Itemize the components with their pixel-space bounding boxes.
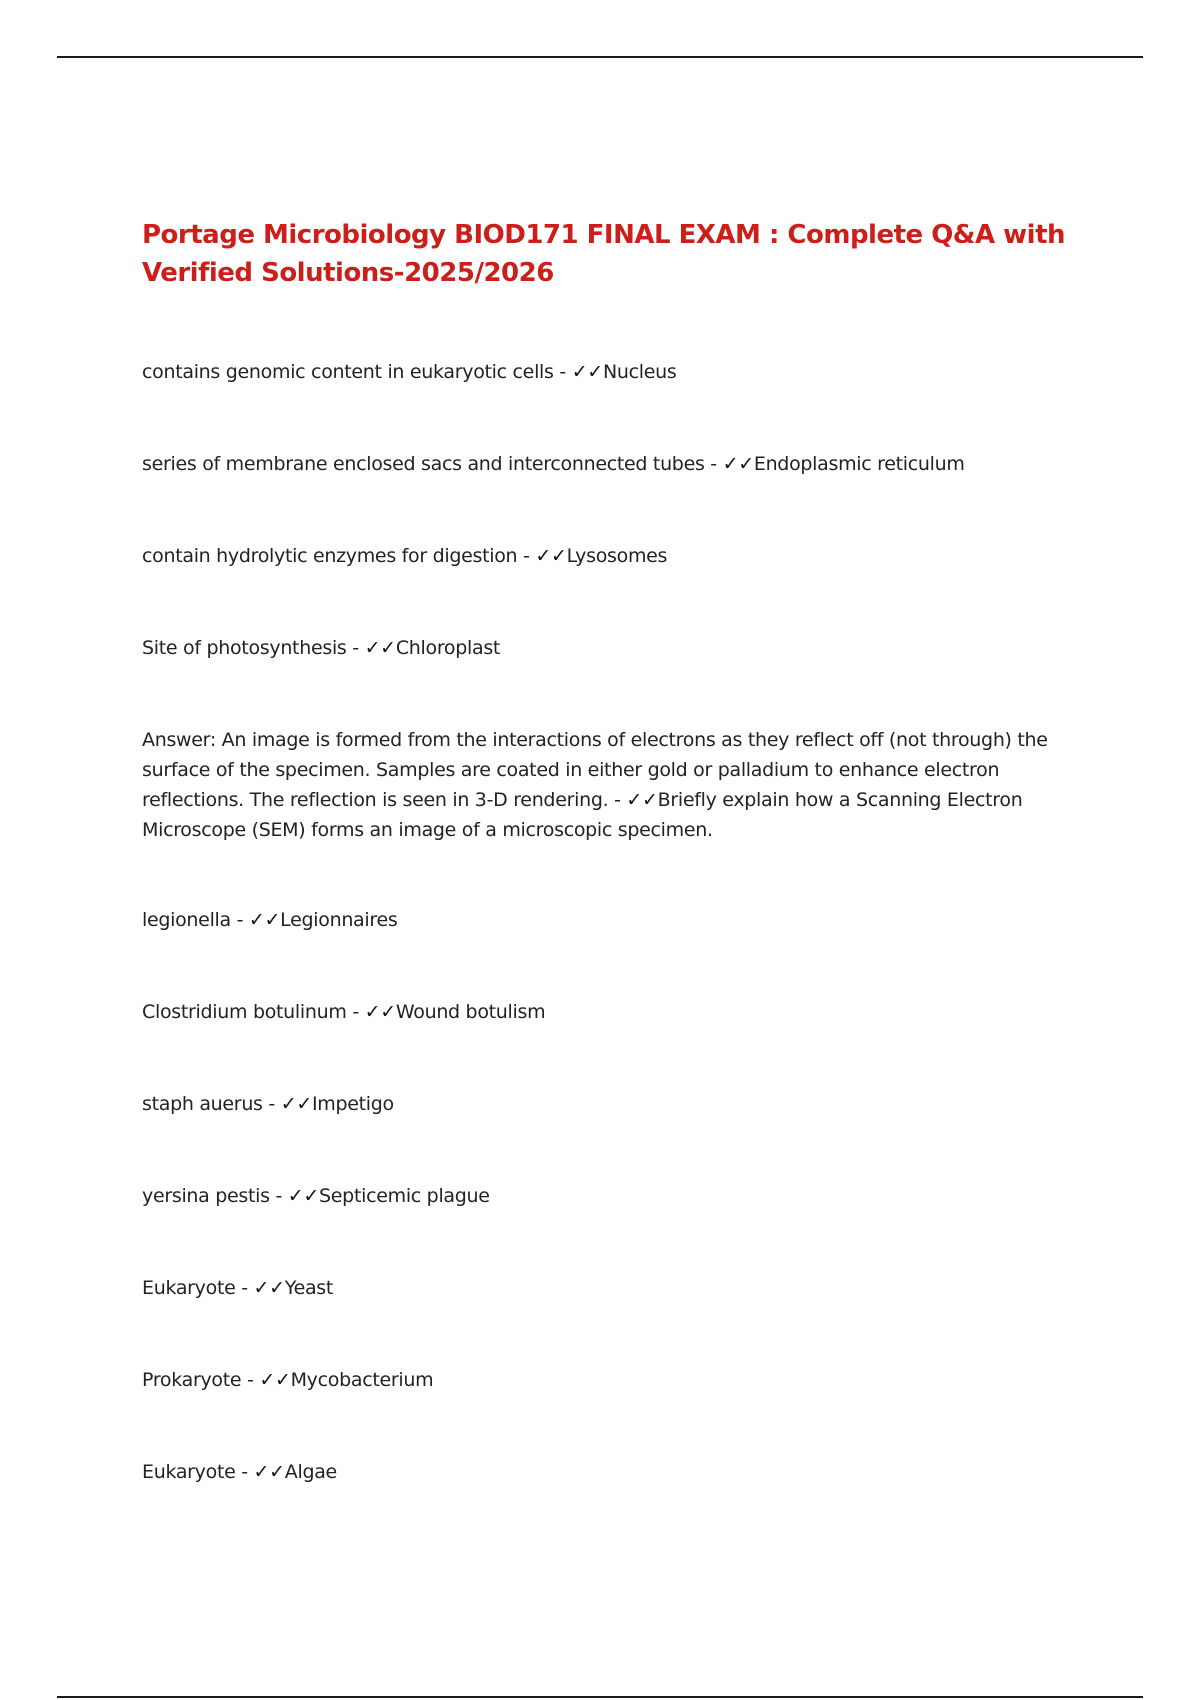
qa-term: contain hydrolytic enzymes for digestion bbox=[142, 545, 518, 567]
qa-term: Clostridium botulinum bbox=[142, 1001, 347, 1023]
qa-answer: Yeast bbox=[284, 1277, 334, 1299]
qa-item bbox=[142, 905, 1072, 935]
qa-term: Eukaryote bbox=[142, 1461, 236, 1483]
qa-answer: Mycobacterium bbox=[290, 1369, 434, 1391]
qa-separator: - bbox=[269, 1185, 288, 1207]
qa-separator: - bbox=[517, 545, 536, 567]
qa-answer: Briefly explain how a Scanning Electron Microscope (SEM) forms an image of a microscopic specimen. bbox=[142, 789, 1023, 841]
qa-separator: - bbox=[553, 361, 572, 383]
qa-answer: Chloroplast bbox=[395, 637, 501, 659]
double-check-icon: ✓✓ bbox=[626, 789, 658, 811]
double-check-icon: ✓✓ bbox=[535, 545, 567, 567]
qa-separator: - bbox=[230, 909, 249, 931]
qa-term: legionella bbox=[142, 909, 231, 931]
qa-separator: - bbox=[346, 1001, 365, 1023]
double-check-icon: ✓✓ bbox=[248, 909, 281, 931]
qa-separator: - bbox=[704, 453, 723, 475]
qa-term: series of membrane enclosed sacs and interconnected tubes bbox=[142, 453, 705, 475]
qa-answer: Impetigo bbox=[311, 1093, 394, 1115]
qa-separator: - bbox=[346, 637, 365, 659]
double-check-icon: ✓✓ bbox=[571, 361, 603, 383]
qa-answer: Legionnaires bbox=[280, 909, 398, 931]
qa-answer: Wound botulism bbox=[395, 1001, 546, 1023]
qa-answer: Endoplasmic reticulum bbox=[753, 453, 965, 475]
qa-item bbox=[142, 997, 1072, 1027]
qa-term: staph auerus bbox=[142, 1093, 263, 1115]
qa-list bbox=[142, 357, 1072, 1487]
qa-term: Answer: An image is formed from the interactions of electrons as they reflect off (not through) the surface of the specimen. Samples are coated in either gold or palladium to enhance electron reflections. The reflection is seen in 3-D rendering. bbox=[142, 729, 1048, 811]
qa-term: Prokaryote bbox=[142, 1369, 242, 1391]
qa-term: Site of photosynthesis bbox=[142, 637, 347, 659]
qa-item bbox=[142, 1089, 1072, 1119]
qa-term: contains genomic content in eukaryotic cells bbox=[142, 361, 554, 383]
double-check-icon: ✓✓ bbox=[287, 1185, 320, 1207]
double-check-icon: ✓✓ bbox=[253, 1277, 285, 1299]
qa-item bbox=[142, 633, 1072, 663]
qa-item bbox=[142, 1181, 1072, 1211]
qa-item bbox=[142, 1273, 1072, 1303]
double-check-icon: ✓✓ bbox=[364, 637, 396, 659]
header-rule bbox=[57, 56, 1143, 58]
double-check-icon: ✓✓ bbox=[253, 1461, 285, 1483]
qa-item bbox=[142, 1457, 1072, 1487]
document-title: Portage Microbiology BIOD171 FINAL EXAM : Complete Q&A with Verified Solutions-2025/2026 bbox=[142, 220, 1066, 288]
qa-term: yersina pestis bbox=[142, 1185, 270, 1207]
qa-term: Eukaryote bbox=[142, 1277, 236, 1299]
qa-answer: Lysosomes bbox=[566, 545, 668, 567]
footer-rule bbox=[57, 1696, 1143, 1698]
double-check-icon: ✓✓ bbox=[280, 1093, 312, 1115]
qa-item bbox=[142, 725, 1072, 845]
qa-separator: - bbox=[241, 1369, 260, 1391]
qa-item bbox=[142, 357, 1072, 387]
qa-item bbox=[142, 449, 1072, 479]
document-body bbox=[142, 216, 1072, 1549]
qa-separator: - bbox=[608, 789, 627, 811]
double-check-icon: ✓✓ bbox=[722, 453, 754, 475]
qa-answer: Septicemic plague bbox=[319, 1185, 490, 1207]
qa-item bbox=[142, 1365, 1072, 1395]
qa-answer: Nucleus bbox=[602, 361, 677, 383]
double-check-icon: ✓✓ bbox=[364, 1001, 396, 1023]
qa-separator: - bbox=[235, 1461, 254, 1483]
qa-separator: - bbox=[235, 1277, 254, 1299]
qa-item bbox=[142, 541, 1072, 571]
double-check-icon: ✓✓ bbox=[259, 1369, 291, 1391]
qa-separator: - bbox=[262, 1093, 281, 1115]
qa-answer: Algae bbox=[284, 1461, 337, 1483]
